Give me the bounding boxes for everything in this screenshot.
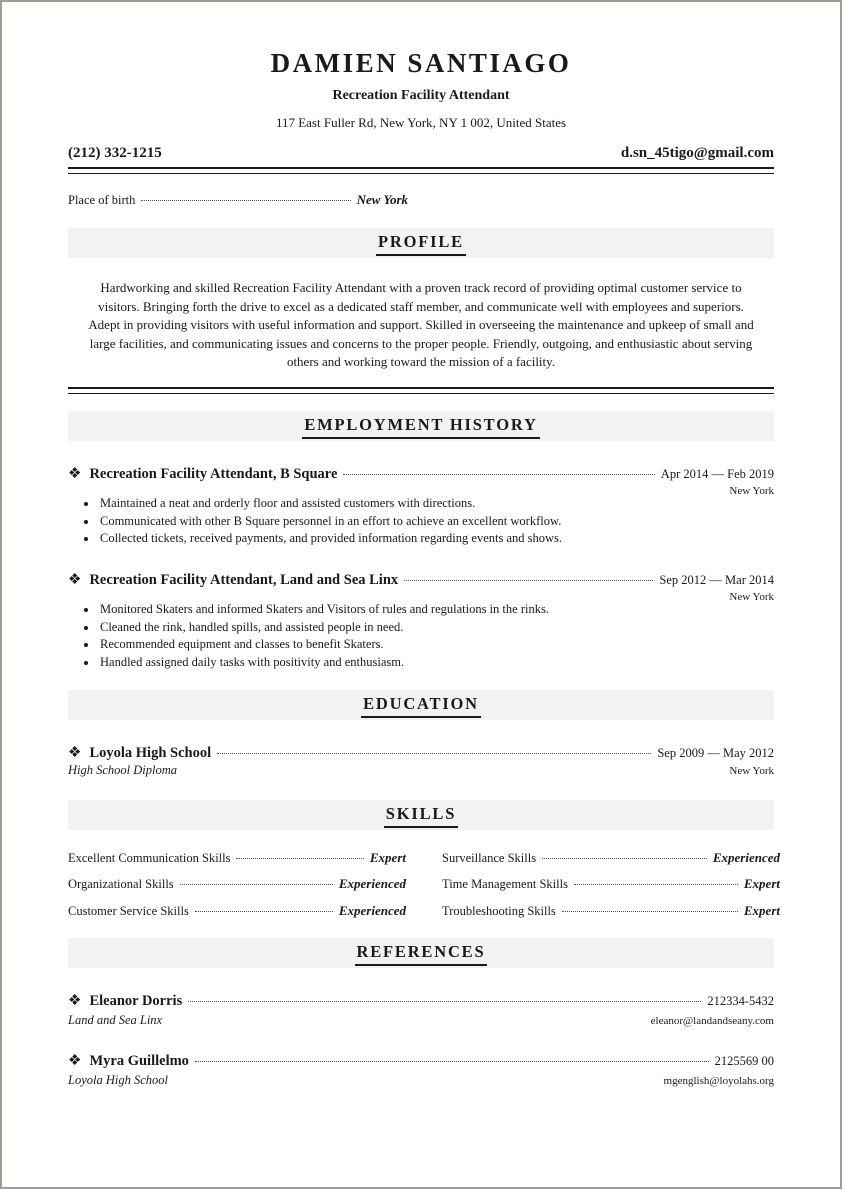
- candidate-name: DAMIEN SANTIAGO: [270, 48, 572, 78]
- list-item: • Collected tickets, received payments, and provided information regarding events and shows.: [98, 530, 774, 548]
- diamond-bullet-icon: ❖: [68, 1053, 82, 1069]
- job-duties-list: [68, 495, 774, 548]
- education-location: New York: [729, 765, 774, 777]
- list-item: • Cleaned the rink, handled spills, and assisted people in need.: [98, 619, 774, 637]
- degree: High School Diploma: [68, 763, 178, 777]
- reference-organization: Land and Sea Linx: [68, 1013, 163, 1027]
- section-employment-heading: [68, 411, 774, 441]
- skill-row: [68, 876, 780, 896]
- dot-leader: [343, 474, 654, 475]
- reference-entry: [68, 1051, 774, 1088]
- dot-leader: [236, 858, 363, 859]
- skill-row: [68, 850, 780, 870]
- place-of-birth: [68, 192, 408, 208]
- skill-level: Expert: [743, 903, 780, 918]
- reference-phone: 212334-5432: [707, 994, 774, 1008]
- skill-item: [442, 903, 780, 919]
- skill-item: [442, 876, 780, 892]
- list-item: • Recommended equipment and classes to benefit Skaters.: [98, 636, 774, 654]
- email-address: d.sn_45tigo@gmail.com: [620, 145, 774, 161]
- dot-leader: [562, 911, 738, 912]
- job-entry-title: Recreation Facility Attendant, B Square: [89, 466, 338, 482]
- reference-name: Eleanor Dorris: [89, 993, 183, 1009]
- reference-email: eleanor@landandseany.com: [650, 1015, 774, 1027]
- employment-entry: [68, 464, 774, 548]
- skill-item: [68, 850, 406, 866]
- dot-leader: [195, 1061, 709, 1062]
- skill-item: [442, 850, 780, 866]
- skill-level: Experienced: [338, 903, 406, 918]
- dot-leader: [217, 753, 651, 754]
- education-dates: Sep 2009 — May 2012: [657, 746, 774, 760]
- job-entry-location: New York: [729, 485, 774, 497]
- section-title: SKILLS: [384, 804, 458, 828]
- reference-organization: Loyola High School: [68, 1073, 168, 1087]
- job-title: Recreation Facility Attendant: [332, 88, 510, 103]
- dot-leader: [188, 1001, 701, 1002]
- reference-email: mgenglish@loyolahs.org: [663, 1075, 774, 1087]
- dot-leader: [574, 884, 738, 885]
- list-item: • Handled assigned daily tasks with positivity and enthusiasm.: [98, 654, 774, 672]
- dot-leader: [141, 200, 350, 201]
- skill-item: [68, 903, 406, 919]
- section-education-heading: [68, 690, 774, 720]
- list-item: • Maintained a neat and orderly floor and assisted customers with directions.: [98, 495, 774, 513]
- pob-label: Place of birth: [68, 193, 136, 207]
- address: 117 East Fuller Rd, New York, NY 1 002, United States: [275, 115, 567, 130]
- section-skills-heading: [68, 800, 774, 830]
- reference-name: Myra Guillelmo: [89, 1053, 189, 1069]
- skill-level: Experienced: [712, 850, 780, 865]
- pob-value: New York: [356, 192, 408, 207]
- job-entry-location: New York: [729, 591, 774, 603]
- list-item: • Monitored Skaters and informed Skaters and Visitors of rules and regulations in the rinks.: [98, 601, 774, 619]
- job-entry-dates: Sep 2012 — Mar 2014: [659, 573, 774, 587]
- skill-name: Troubleshooting Skills: [442, 904, 556, 918]
- section-references-heading: [68, 938, 774, 968]
- phone-number: (212) 332-1215: [68, 145, 162, 161]
- section-title: PROFILE: [376, 232, 466, 256]
- reference-phone: 2125569 00: [714, 1054, 774, 1068]
- skill-name: Time Management Skills: [442, 877, 568, 891]
- diamond-bullet-icon: ❖: [68, 993, 82, 1009]
- dot-leader: [542, 858, 707, 859]
- skill-name: Customer Service Skills: [68, 904, 189, 918]
- skill-item: [68, 876, 406, 892]
- profile-divider: [68, 387, 774, 394]
- skill-row: [68, 903, 780, 923]
- profile-summary: Hardworking and skilled Recreation Facility Attendant with a proven track record of providing optimal customer service to visitors. Bringing forth the drive to excel as a dedicated staff member, and communicate well with employees and superiors. Adept in providing visitors with useful information and support. Skilled in overseeing the maintenance and upkeep of small and large facilities, and communicating issues and concerns to the proper people. Friendly, outgoing, and enthusiastic about serving others and working toward the mission of a facility.: [88, 280, 754, 370]
- dot-leader: [180, 884, 333, 885]
- header-divider: [68, 167, 774, 174]
- section-title: EMPLOYMENT HISTORY: [302, 415, 539, 439]
- skill-level: Expert: [743, 876, 780, 891]
- job-entry-title: Recreation Facility Attendant, Land and Sea Linx: [89, 572, 399, 588]
- reference-entry: [68, 991, 774, 1028]
- school-name: Loyola High School: [89, 745, 212, 761]
- job-duties-list: [68, 601, 774, 671]
- education-entry: [68, 743, 774, 778]
- skill-name: Excellent Communication Skills: [68, 851, 231, 865]
- skill-level: Experienced: [338, 876, 406, 891]
- list-item: • Communicated with other B Square personnel in an effort to achieve an excellent workflow.: [98, 513, 774, 531]
- skill-level: Expert: [369, 850, 406, 865]
- diamond-bullet-icon: ❖: [68, 572, 82, 588]
- section-title: EDUCATION: [361, 694, 481, 718]
- diamond-bullet-icon: ❖: [68, 466, 82, 482]
- skill-name: Organizational Skills: [68, 877, 174, 891]
- employment-entry: [68, 570, 774, 671]
- section-profile-heading: [68, 228, 774, 258]
- diamond-bullet-icon: ❖: [68, 745, 82, 761]
- skill-name: Surveillance Skills: [442, 851, 537, 865]
- dot-leader: [195, 911, 333, 912]
- job-entry-dates: Apr 2014 — Feb 2019: [660, 467, 774, 481]
- section-title: REFERENCES: [355, 942, 488, 966]
- dot-leader: [404, 580, 653, 581]
